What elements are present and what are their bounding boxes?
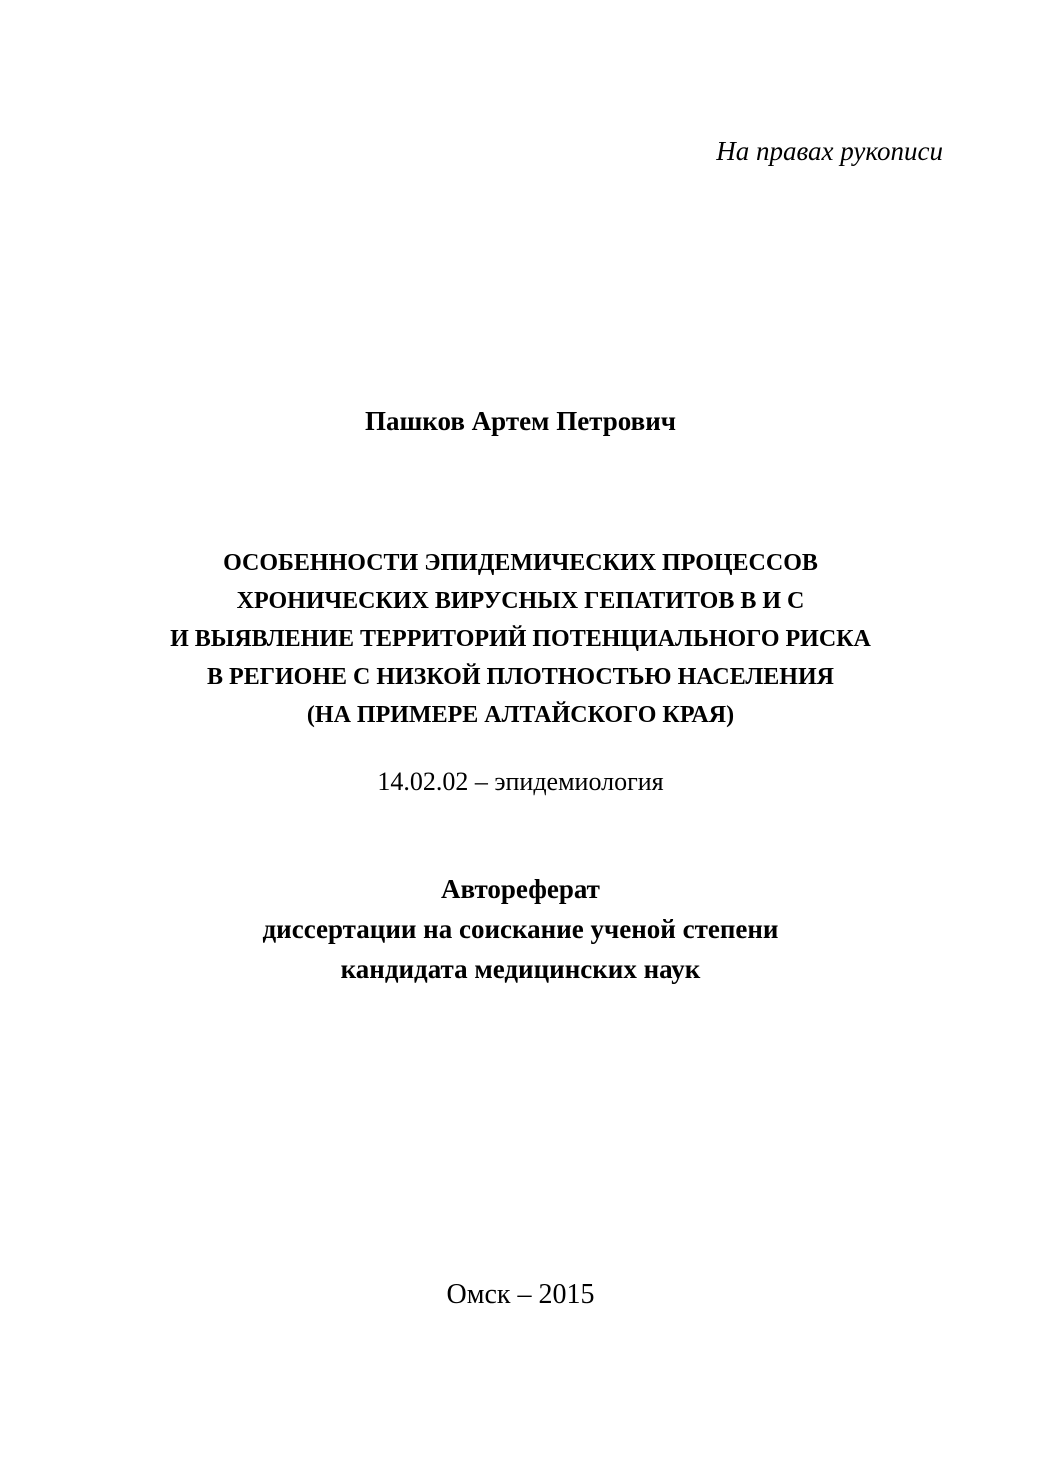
abstract-line: кандидата медицинских наук — [340, 954, 701, 984]
dissertation-title — [0, 544, 1041, 734]
title-line: ХРОНИЧЕСКИХ ВИРУСНЫХ ГЕПАТИТОВ В И С — [236, 588, 805, 614]
author-name: Пашков Артем Петрович — [365, 406, 676, 436]
title-line: И ВЫЯВЛЕНИЕ ТЕРРИТОРИЙ ПОТЕНЦИАЛЬНОГО РИСКА — [170, 626, 871, 652]
title-line: В РЕГИОНЕ С НИЗКОЙ ПЛОТНОСТЬЮ НАСЕЛЕНИЯ — [207, 664, 834, 690]
title-line: (НА ПРИМЕРЕ АЛТАЙСКОГО КРАЯ) — [306, 702, 735, 728]
place-year: Омск – 2015 — [446, 1279, 595, 1310]
abstract-heading: Автореферат — [441, 874, 600, 904]
abstract-description — [0, 869, 1041, 989]
title-line: ОСОБЕННОСТИ ЭПИДЕМИЧЕСКИХ ПРОЦЕССОВ — [223, 550, 818, 576]
manuscript-note: На правах рукописи — [716, 136, 943, 166]
abstract-line: диссертации на соискание ученой степени — [262, 914, 779, 944]
specialty-code: 14.02.02 – эпидемиология — [377, 767, 664, 796]
